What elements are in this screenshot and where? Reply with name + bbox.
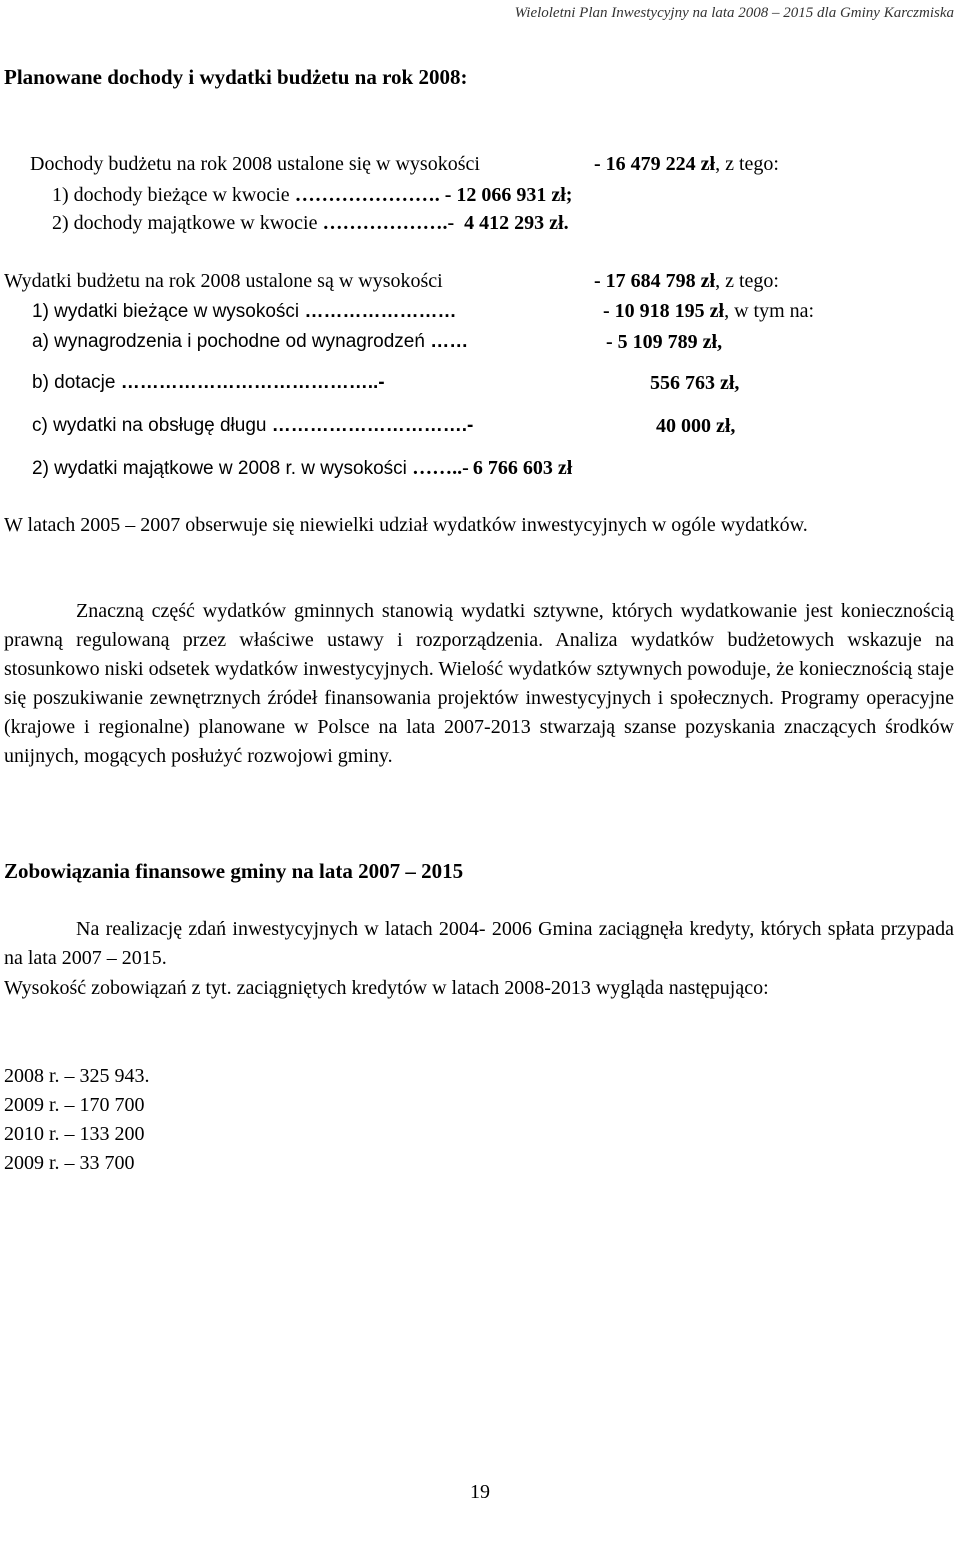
paragraph-liabilities-amount: Wysokość zobowiązań z tyt. zaciągniętych kredytów w latach 2008-2013 wygląda następująco: <box>4 977 769 999</box>
expenses-total-suffix: , z tego: <box>715 270 779 292</box>
section-title-budget-2008: Planowane dochody i wydatki budżetu na rok 2008: <box>4 65 468 89</box>
expenses-debt-value: 40 000 zł, <box>656 415 736 437</box>
expenses-current-row <box>32 300 456 324</box>
paragraph-rigid-expenses: Znaczną część wydatków gminnych stanowią wydatki sztywne, których wydatkowanie jest koniecznością prawną regulowaną przez właściwe ustawy i rozporządzenia. Analiza wydatków budżetowych wskazuje na stosunkowo niski odsetek wydatków inwestycyjnych. Wielość wydatków sztywnych powoduje, że koniecznością staje się poszukiwanie zewnętrznych źródeł finansowania projektów inwestycyjnych i społecznych. Programy operacyjne (krajowe i regionalne) planowane w Polsce na lata 2007-2013 stwarzają szanse pozyskania znaczących środków unijnych, mogących posłużyć rozwojowi gminy. <box>4 600 954 767</box>
income-current-row <box>52 183 572 208</box>
expenses-subsidies-label: b) dotacje <box>32 372 121 393</box>
expenses-property-label: 2) wydatki majątkowe w 2008 r. w wysokości <box>32 458 413 479</box>
expenses-debt-dots: ………………………….- <box>271 415 474 436</box>
expenses-property-dots: ……..- <box>412 457 469 479</box>
debts-list <box>4 1062 150 1178</box>
income-property-dots: ……………….- <box>322 212 455 234</box>
expenses-salaries-row <box>32 330 468 354</box>
expenses-current-value: - 10 918 195 zł <box>603 300 725 322</box>
income-total-label: Dochody budżetu na rok 2008 ustalone się w wysokości <box>30 153 480 175</box>
income-property-row <box>52 211 569 236</box>
expenses-current <box>603 299 814 324</box>
expenses-subsidies-dots: …………………………………..- <box>120 372 385 393</box>
expenses-salaries-value: - 5 109 789 zł, <box>606 331 723 353</box>
expenses-total-value: - 17 684 798 zł <box>594 270 716 292</box>
expenses-total <box>594 269 779 294</box>
page-number: 19 <box>470 1481 490 1503</box>
list-item: 2008 r. – 325 943. <box>4 1065 150 1087</box>
income-current-dots: …………………. <box>294 184 445 206</box>
expenses-property-row <box>32 456 572 481</box>
paragraph-share-investment: W latach 2005 – 2007 obserwuje się niewielki udział wydatków inwestycyjnych w ogóle wydatków. <box>4 514 808 536</box>
expenses-debt-label: c) wydatki na obsługę długu <box>32 415 272 436</box>
expenses-salaries-label: a) wynagrodzenia i pochodne od wynagrodzeń <box>32 331 431 352</box>
income-current-label: 1) dochody bieżące w kwocie <box>52 184 295 206</box>
expenses-current-label: 1) wydatki bieżące w wysokości <box>32 301 305 322</box>
list-item: 2010 r. – 133 200 <box>4 1123 145 1145</box>
income-property-label: 2) dochody majątkowe w kwocie <box>52 212 323 234</box>
expenses-current-dots: …………………… <box>304 301 457 322</box>
expenses-property-value: 6 766 603 zł <box>472 457 573 479</box>
paragraph-loans: Na realizację zdań inwestycyjnych w latach 2004- 2006 Gmina zaciągnęła kredyty, których spłata przypada na lata 2007 – 2015. <box>4 918 954 969</box>
income-current-value: - 12 066 931 zł; <box>444 184 573 206</box>
expenses-total-label: Wydatki budżetu na rok 2008 ustalone są w wysokości <box>4 270 443 292</box>
income-property-value: 4 412 293 zł. <box>464 212 569 234</box>
expenses-subsidies-row <box>32 371 385 395</box>
expenses-subsidies-value: 556 763 zł, <box>650 372 740 394</box>
section-title-liabilities: Zobowiązania finansowe gminy na lata 2007 – 2015 <box>4 859 464 883</box>
income-total <box>594 152 779 177</box>
income-total-suffix: , z tego: <box>715 153 779 175</box>
income-total-value: - 16 479 224 zł <box>594 153 716 175</box>
expenses-current-suffix: , w tym na: <box>724 300 815 322</box>
expenses-debt-row <box>32 414 473 438</box>
list-item: 2009 r. – 33 700 <box>4 1152 135 1174</box>
expenses-salaries-dots: …… <box>430 331 469 352</box>
running-header: Wieloletni Plan Inwestycyjny na lata 2008 – 2015 dla Gminy Karczmiska <box>514 5 954 21</box>
list-item: 2009 r. – 170 700 <box>4 1094 145 1116</box>
